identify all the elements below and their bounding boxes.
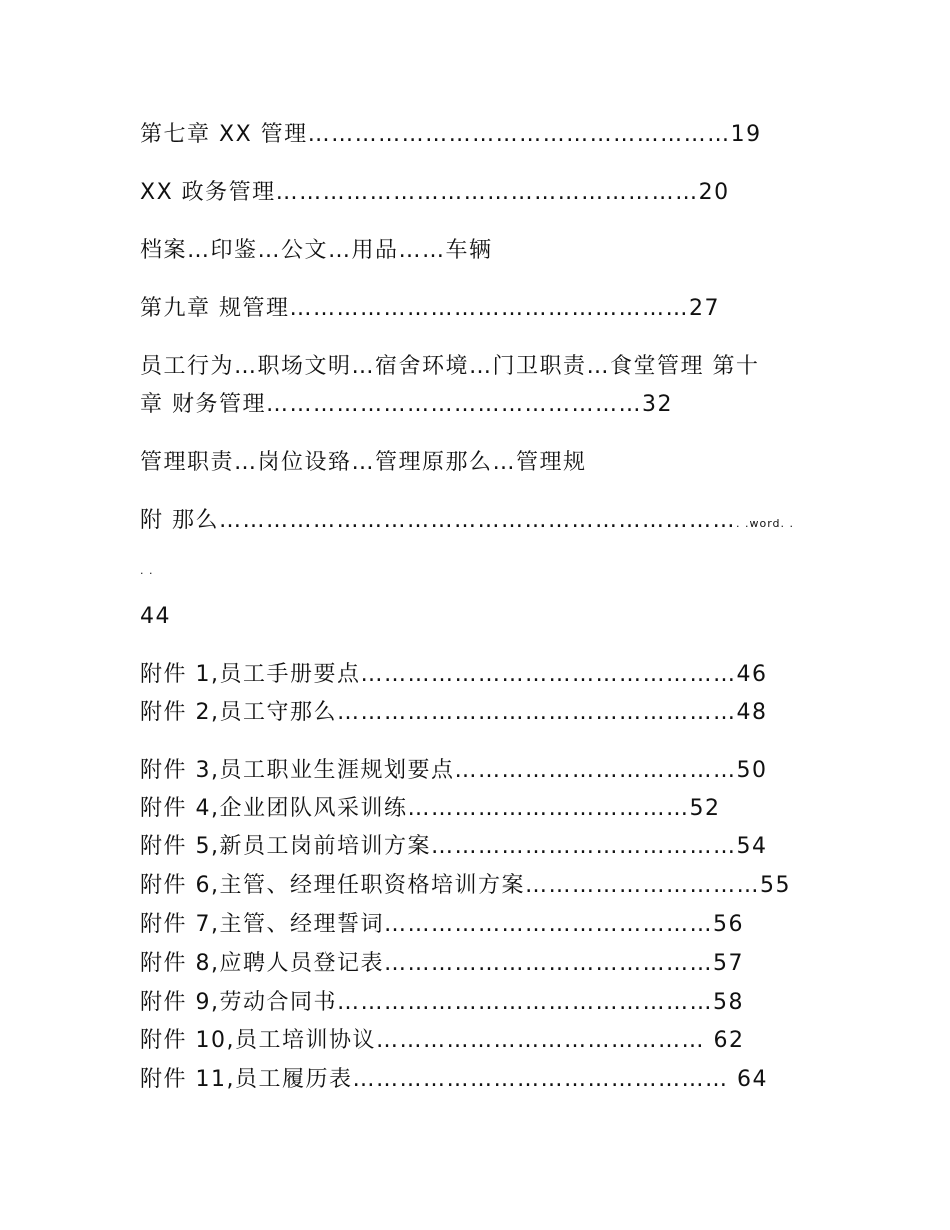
toc-appendix-page-number: 44 <box>140 604 171 629</box>
toc-appendix-text: 附 那么………………………………………………………… <box>140 508 736 533</box>
toc-entry-chapter-7: 第七章 XX 管理………………………………………………19 <box>140 122 762 147</box>
toc-entry-attachment-7: 附件 7,主管、经理誓词……………………………………56 <box>140 912 744 937</box>
toc-entry-attachment-11: 附件 11,员工履历表………………………………………… 64 <box>140 1067 768 1092</box>
toc-entry-chapter-9: 第九章 规管理……………………………………………27 <box>140 296 720 321</box>
toc-entry-attachment-5: 附件 5,新员工岗前培训方案…………………………………54 <box>140 834 768 859</box>
toc-entry-attachment-1: 附件 1,员工手册要点…………………………………………46 <box>140 662 768 687</box>
toc-entry-attachment-9: 附件 9,劳动合同书…………………………………………58 <box>140 990 744 1015</box>
toc-subitems-chapter-9: 员工行为…职场文明…宿舍环境…门卫职责…食堂管理 第十 <box>140 354 760 379</box>
watermark-word: . .word. . <box>736 517 795 530</box>
toc-entry-attachment-10: 附件 10,员工培训协议…………………………………… 62 <box>140 1028 745 1053</box>
toc-subitems-admin: 档案…印鉴…公文…用品……车辆 <box>140 238 493 263</box>
toc-entry-attachment-8: 附件 8,应聘人员登记表……………………………………57 <box>140 951 744 976</box>
toc-entry-attachment-2: 附件 2,员工守那么……………………………………………48 <box>140 700 768 725</box>
watermark-word-tail: . . <box>140 564 154 577</box>
toc-entry-admin: XX 政务管理………………………………………………20 <box>140 180 730 205</box>
toc-subitems-chapter-10: 管理职责…岗位设臵…管理原那么…管理规 <box>140 450 587 475</box>
toc-entry-appendix <box>140 506 794 539</box>
toc-entry-attachment-4: 附件 4,企业团队风采训练………………………………52 <box>140 796 721 821</box>
toc-entry-attachment-6: 附件 6,主管、经理任职资格培训方案…………………………55 <box>140 873 791 898</box>
toc-entry-attachment-3: 附件 3,员工职业生涯规划要点………………………………50 <box>140 758 768 783</box>
toc-entry-chapter-10: 章 财务管理…………………………………………32 <box>140 392 673 417</box>
